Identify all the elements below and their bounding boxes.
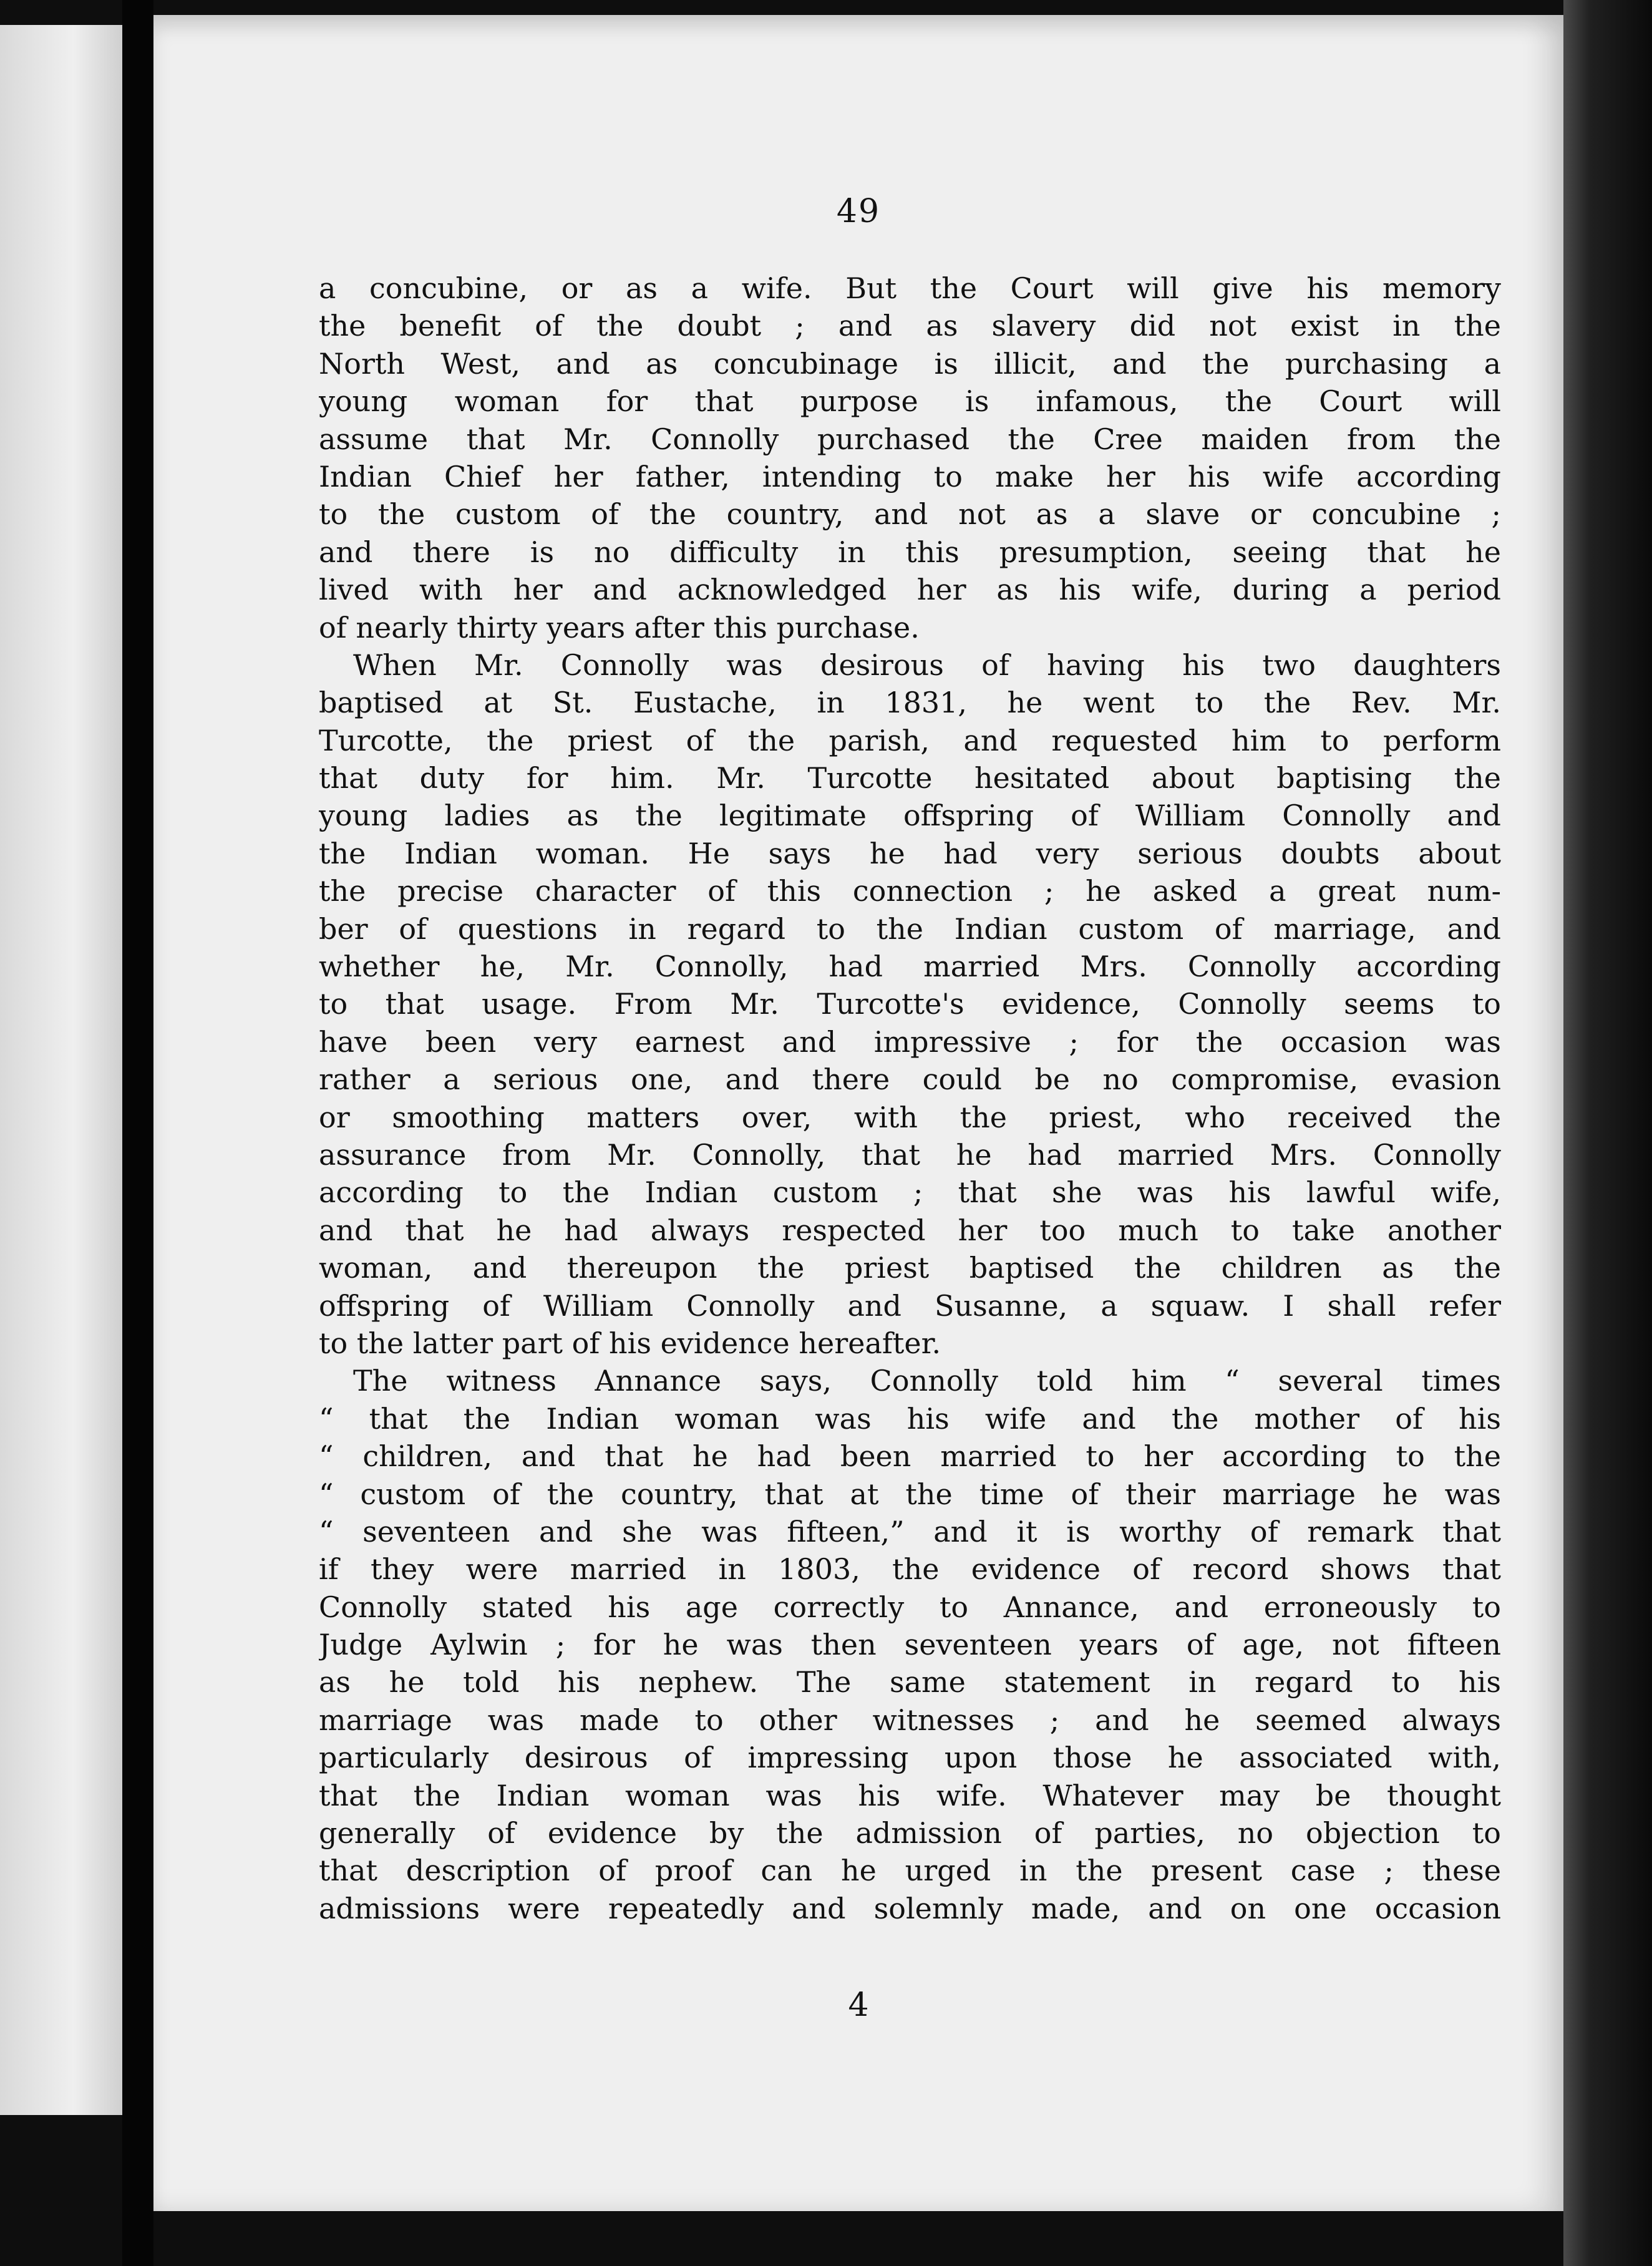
text-line: marriage was made to other witnesses ; and he seemed always xyxy=(319,1703,1501,1737)
text-line: the precise character of this connection ; he asked a great num- xyxy=(319,874,1501,908)
text-line: that the Indian woman was his wife. Whatever may be thought xyxy=(319,1778,1501,1812)
text-line: a concubine, or as a wife. But the Court will give his memory xyxy=(319,271,1501,305)
text-line: to that usage. From Mr. Turcotte's evidence, Connolly seems to xyxy=(319,987,1501,1021)
signature-mark: 4 xyxy=(848,1986,869,2024)
text-line: Connolly stated his age correctly to Annance, and erroneously to xyxy=(319,1590,1501,1624)
facing-page-edge xyxy=(0,25,122,2115)
text-line: ber of questions in regard to the Indian custom of marriage, and xyxy=(319,912,1501,946)
text-line: lived with her and acknowledged her as his wife, during a period xyxy=(319,573,1501,607)
text-line: “ custom of the country, that at the time of their marriage he was xyxy=(319,1477,1501,1511)
text-line: have been very earnest and impressive ; for the occasion was xyxy=(319,1024,1501,1059)
text-line: Judge Aylwin ; for he was then seventeen years of age, not fifteen xyxy=(319,1628,1501,1662)
text-line: that duty for him. Mr. Turcotte hesitated about baptising the xyxy=(319,761,1501,795)
text-line: offspring of William Connolly and Susanne, a squaw. I shall refer xyxy=(319,1288,1501,1323)
text-line: of nearly thirty years after this purchase. xyxy=(319,610,920,644)
book-gutter xyxy=(122,0,153,2266)
text-line: “ seventeen and she was fifteen,” and it is worthy of remark that xyxy=(319,1514,1501,1549)
text-line: “ children, and that he had been married to her according to the xyxy=(319,1439,1501,1474)
text-line: Turcotte, the priest of the parish, and requested him to perform xyxy=(319,723,1501,757)
text-line: Indian Chief her father, intending to make her his wife according xyxy=(319,459,1501,494)
text-line: that description of proof can he urged in the present case ; these xyxy=(319,1854,1501,1888)
text-line: if they were married in 1803, the evidence of record shows that xyxy=(319,1552,1501,1587)
body-text xyxy=(319,270,1501,1927)
text-line: and that he had always respected her too much to take another xyxy=(319,1213,1501,1247)
text-line: as he told his nephew. The same statement in regard to his xyxy=(319,1665,1501,1700)
text-line: baptised at St. Eustache, in 1831, he went to the Rev. Mr. xyxy=(319,686,1501,720)
text-line: and there is no difficulty in this presumption, seeing that he xyxy=(319,535,1501,569)
text-line: to the custom of the country, and not as a slave or concubine ; xyxy=(319,497,1501,532)
text-line: young ladies as the legitimate offspring of William Connolly and xyxy=(319,799,1501,833)
text-line: assurance from Mr. Connolly, that he had married Mrs. Connolly xyxy=(319,1137,1501,1172)
text-line: or smoothing matters over, with the priest, who received the xyxy=(319,1100,1501,1134)
text-line: rather a serious one, and there could be no compromise, evasion xyxy=(319,1062,1501,1097)
text-line: woman, and thereupon the priest baptised the children as the xyxy=(319,1251,1501,1285)
text-line: according to the Indian custom ; that she was his lawful wife, xyxy=(319,1175,1501,1210)
text-line: the Indian woman. He says he had very serious doubts about xyxy=(319,836,1501,870)
text-line: whether he, Mr. Connolly, had married Mrs. Connolly according xyxy=(319,950,1501,984)
text-line: particularly desirous of impressing upon those he associated with, xyxy=(319,1741,1501,1775)
text-line: to the latter part of his evidence hereafter. xyxy=(319,1326,941,1360)
text-line: assume that Mr. Connolly purchased the Cree maiden from the xyxy=(319,422,1501,456)
text-line: generally of evidence by the admission of parties, no objection to xyxy=(319,1816,1501,1850)
text-line: North West, and as concubinage is illicit, and the purchasing a xyxy=(319,346,1501,381)
page-number: 49 xyxy=(836,193,881,230)
text-line: “ that the Indian woman was his wife and the mother of his xyxy=(319,1401,1501,1436)
text-line: the benefit of the doubt ; and as slavery did not exist in the xyxy=(319,309,1501,343)
text-line: When Mr. Connolly was desirous of having his two daughters xyxy=(353,648,1501,682)
page xyxy=(153,15,1563,2211)
text-line: admissions were repeatedly and solemnly made, and on one occasion xyxy=(319,1891,1501,1925)
right-book-edge xyxy=(1563,0,1652,2266)
text-line: The witness Annance says, Connolly told him “ several times xyxy=(353,1364,1501,1398)
text-line: young woman for that purpose is infamous, the Court will xyxy=(319,384,1501,419)
